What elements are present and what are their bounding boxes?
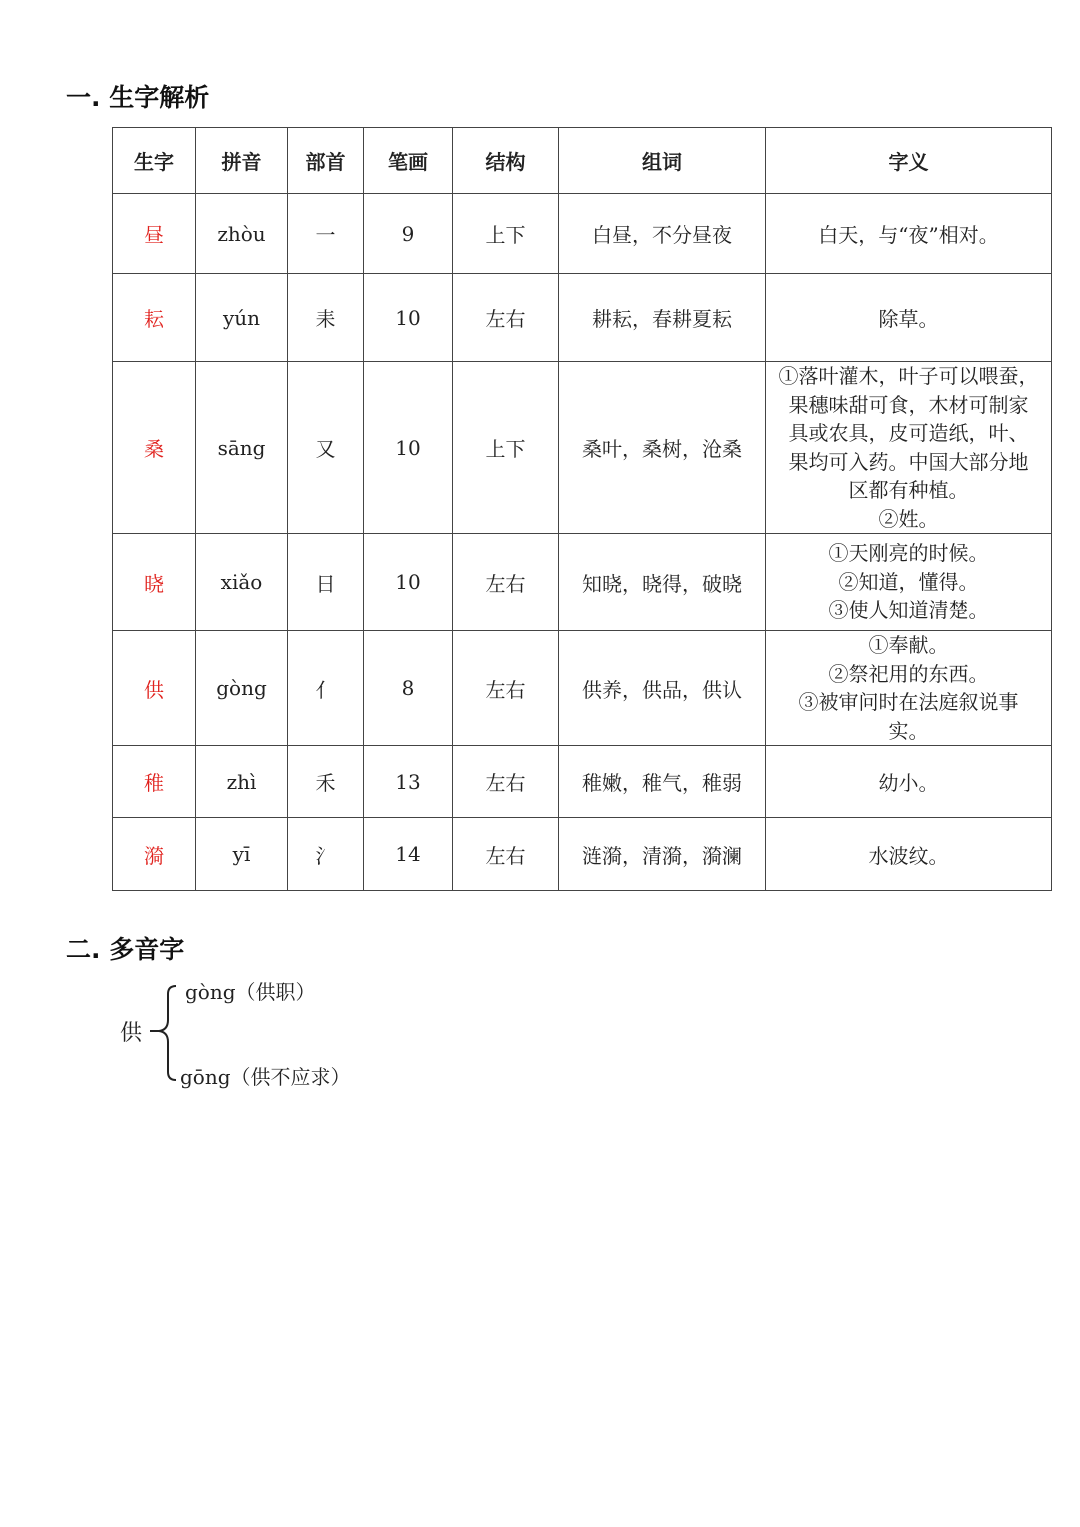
- cell-meaning: [766, 534, 1052, 631]
- cell-strokes: 14: [364, 818, 453, 891]
- cell-meaning: 水波纹。: [766, 818, 1052, 891]
- meaning-line: ①落叶灌木，叶子可以喂蚕，: [778, 364, 1039, 388]
- cell-pinyin: sāng: [196, 362, 288, 534]
- reading-gong1: gōng（供不应求）: [180, 1065, 351, 1089]
- section-2-title: 二. 多音字: [66, 935, 185, 964]
- cell-strokes: 10: [364, 274, 453, 362]
- meaning-line: ②祭祀用的东西。: [828, 661, 989, 686]
- meaning-line: ②姓。: [878, 506, 939, 531]
- cell-words: 涟漪，清漪，漪澜: [559, 818, 766, 891]
- meaning-line: 区都有种植。: [848, 478, 969, 502]
- cell-radical: 氵: [288, 818, 364, 891]
- meaning-line: ①奉献。: [868, 633, 949, 657]
- cell-structure: 左右: [453, 746, 559, 818]
- meaning-line: 果穗味甜可食，木材可制家: [788, 392, 1029, 417]
- cell-pinyin: xiǎo: [196, 534, 288, 631]
- cell-char: 供: [113, 631, 196, 746]
- header-radical: 部首: [288, 128, 364, 194]
- cell-pinyin: yún: [196, 274, 288, 362]
- cell-meaning: [766, 362, 1052, 534]
- section-1-title: 一. 生字解析: [66, 83, 210, 112]
- cell-structure: 左右: [453, 818, 559, 891]
- table-header-row: [113, 128, 1052, 194]
- cell-strokes: 10: [364, 534, 453, 631]
- cell-words: 桑叶，桑树，沧桑: [559, 362, 766, 534]
- table-row: [113, 818, 1052, 891]
- header-structure: 结构: [453, 128, 559, 194]
- cell-char: 稚: [113, 746, 196, 818]
- table-row: [113, 631, 1052, 746]
- header-strokes: 笔画: [364, 128, 453, 194]
- cell-char: 桑: [113, 362, 196, 534]
- cell-words: 知晓，晓得，破晓: [559, 534, 766, 631]
- table-row: [113, 746, 1052, 818]
- meaning-line: ③使人知道清楚。: [828, 598, 989, 623]
- character-table: [112, 127, 1052, 891]
- cell-strokes: 9: [364, 194, 453, 274]
- table-row: [113, 362, 1052, 534]
- cell-strokes: 13: [364, 746, 453, 818]
- meaning-line: ①天刚亮的时候。: [828, 541, 989, 566]
- cell-pinyin: zhòu: [196, 194, 288, 274]
- cell-meaning: 幼小。: [766, 746, 1052, 818]
- cell-words: 供养，供品，供认: [559, 631, 766, 746]
- cell-radical: 又: [288, 362, 364, 534]
- cell-strokes: 8: [364, 631, 453, 746]
- header-meaning: 字义: [766, 128, 1052, 194]
- meaning-line: 实。: [888, 718, 929, 743]
- table-row: [113, 534, 1052, 631]
- table-row: [113, 194, 1052, 274]
- meaning-line: 果均可入药。中国大部分地: [788, 449, 1029, 474]
- reading-gong4: gòng（供职）: [185, 980, 316, 1004]
- cell-meaning: [766, 631, 1052, 746]
- cell-radical: 禾: [288, 746, 364, 818]
- cell-pinyin: gòng: [196, 631, 288, 746]
- cell-char: 漪: [113, 818, 196, 891]
- cell-radical: 耒: [288, 274, 364, 362]
- cell-strokes: 10: [364, 362, 453, 534]
- header-char: 生字: [113, 128, 196, 194]
- meaning-line: ③被审问时在法庭叙说事: [798, 690, 1019, 714]
- polyphone-char: 供: [120, 1021, 143, 1046]
- cell-pinyin: yī: [196, 818, 288, 891]
- cell-char: 昼: [113, 194, 196, 274]
- cell-radical: 日: [288, 534, 364, 631]
- cell-char: 耘: [113, 274, 196, 362]
- cell-char: 晓: [113, 534, 196, 631]
- cell-structure: 左右: [453, 274, 559, 362]
- cell-words: 稚嫩，稚气，稚弱: [559, 746, 766, 818]
- meaning-line: ②知道，懂得。: [838, 569, 979, 594]
- cell-structure: 上下: [453, 362, 559, 534]
- cell-structure: 上下: [453, 194, 559, 274]
- table-row: [113, 274, 1052, 362]
- cell-structure: 左右: [453, 631, 559, 746]
- cell-words: 耕耘，春耕夏耘: [559, 274, 766, 362]
- cell-structure: 左右: [453, 534, 559, 631]
- cell-meaning: 除草。: [766, 274, 1052, 362]
- cell-words: 白昼，不分昼夜: [559, 194, 766, 274]
- cell-pinyin: zhì: [196, 746, 288, 818]
- header-pinyin: 拼音: [196, 128, 288, 194]
- meaning-line: 具或农具，皮可造纸，叶、: [788, 421, 1029, 445]
- cell-radical: 亻: [288, 631, 364, 746]
- header-words: 组词: [559, 128, 766, 194]
- cell-meaning: 白天，与“夜”相对。: [766, 194, 1052, 274]
- cell-radical: 一: [288, 194, 364, 274]
